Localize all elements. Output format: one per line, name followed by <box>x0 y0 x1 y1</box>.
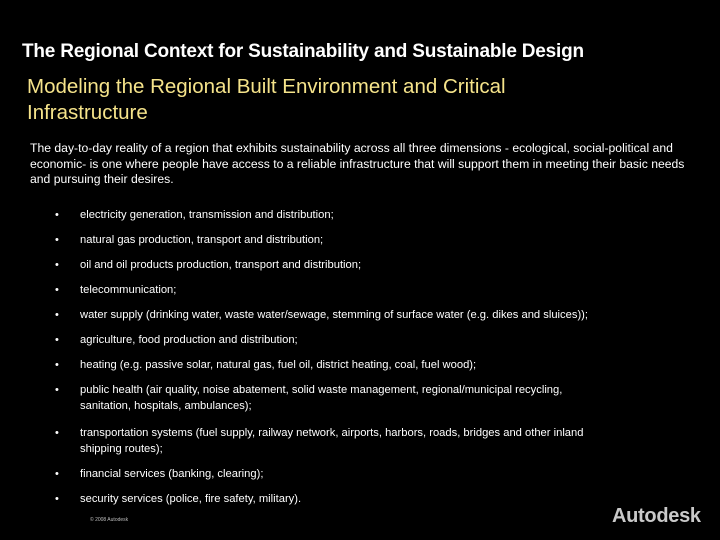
bullet-icon: • <box>55 427 59 439</box>
autodesk-logo: Autodesk <box>612 505 701 527</box>
bullet-icon: • <box>55 493 59 505</box>
bullet-text: heating (e.g. passive solar, natural gas, fuel oil, district heating, coal, fuel wood); <box>80 359 477 371</box>
subtitle-line-1: Modeling the Regional Built Environment and Critical <box>27 75 506 98</box>
bullet-icon: • <box>55 284 59 296</box>
bullet-icon: • <box>55 234 59 246</box>
bullet-text: security services (police, fire safety, military). <box>80 493 302 505</box>
bullet-icon: • <box>55 259 59 271</box>
intro-paragraph: The day-to-day reality of a region that exhibits sustainability across all three dimensions - ecological, social-political and economic- is one where people have access to a reliable infrastructure that will support them in meeting their basic needs and pursuing their desires. <box>30 141 685 186</box>
slide-subtitle <box>27 74 687 126</box>
bullet-text: public health (air quality, noise abatement, solid waste management, regional/municipal recycling, sanitation, hospitals, ambulances); <box>80 384 563 412</box>
bullet-text: agriculture, food production and distribution; <box>80 334 298 346</box>
bullet-icon: • <box>55 334 59 346</box>
bullet-icon: • <box>55 359 59 371</box>
subtitle-line-2: Infrastructure <box>27 101 148 124</box>
bullet-text: electricity generation, transmission and distribution; <box>80 209 334 221</box>
copyright-notice: © 2008 Autodesk <box>90 517 129 523</box>
bullet-icon: • <box>55 468 59 480</box>
bullet-text: water supply (drinking water, waste water/sewage, stemming of surface water (e.g. dikes and sluices)); <box>80 309 589 321</box>
bullet-icon: • <box>55 209 59 221</box>
slide-header-title: The Regional Context for Sustainability and Sustainable Design <box>22 41 584 62</box>
bullet-icon: • <box>55 384 59 396</box>
bullet-icon: • <box>55 309 59 321</box>
bullet-text: telecommunication; <box>80 284 177 296</box>
bullet-text: oil and oil products production, transport and distribution; <box>80 259 362 271</box>
bullet-text: transportation systems (fuel supply, railway network, airports, harbors, roads, bridges and other inland shipping routes); <box>80 427 584 455</box>
bullet-text: natural gas production, transport and distribution; <box>80 234 324 246</box>
bullet-text: financial services (banking, clearing); <box>80 468 264 480</box>
